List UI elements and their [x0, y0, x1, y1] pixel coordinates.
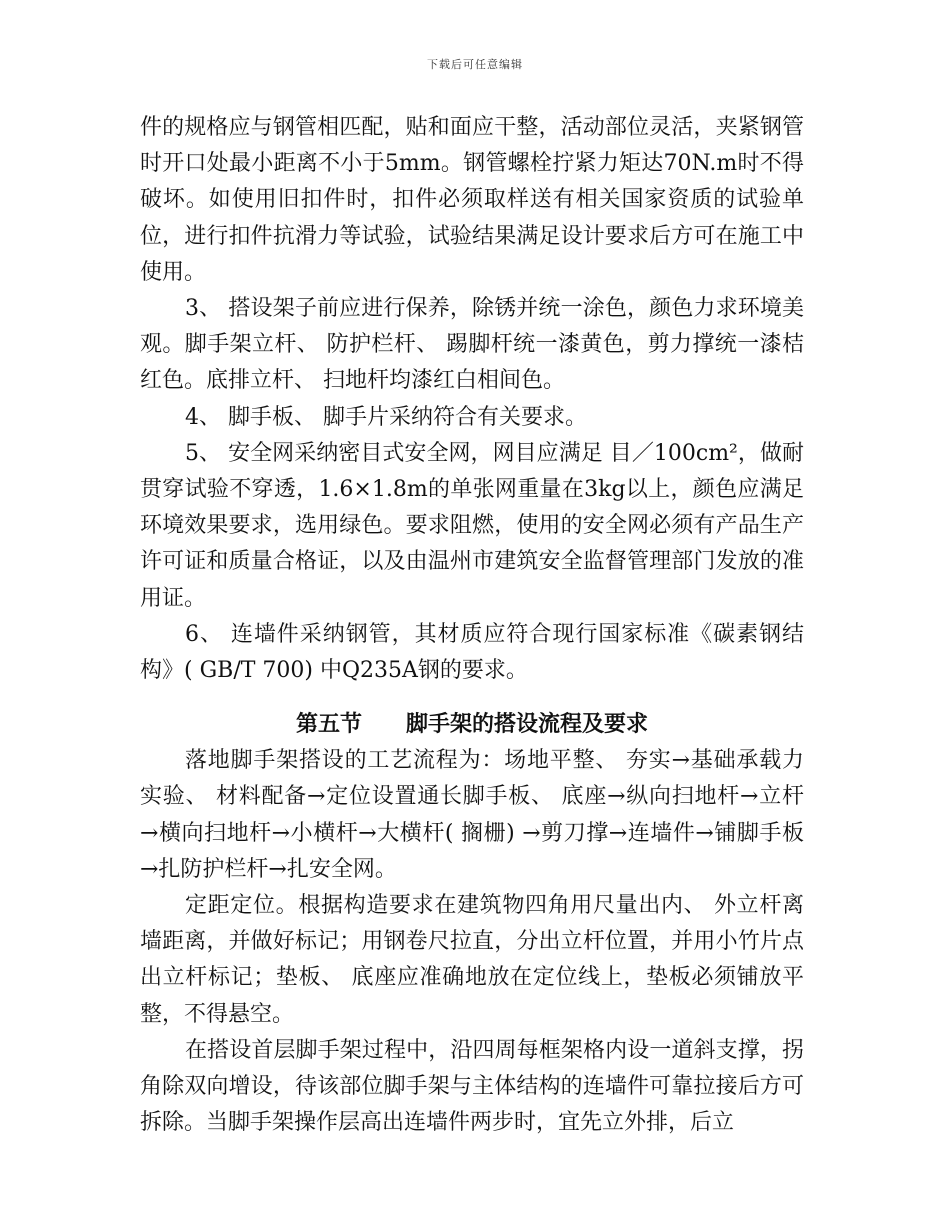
paragraph-fastener-continued: 件的规格应与钢管相匹配，贴和面应干整，活动部位灵活，夹紧钢管时开口处最小距离不小于5mm。钢管螺栓拧紧力矩达70N.m时不得破坏。如使用旧扣件时，扣件必须取样送有相关国家资质的试验单位，进行扣件抗滑力等试验，试验结果满足设计要求后方可在施工中使用。	[140, 115, 804, 285]
paragraph-item-4: 4、 脚手板、 脚手片采纳符合有关要求。	[185, 404, 587, 430]
paragraph-item-6: 6、 连墙件采纳钢管，其材质应符合现行国家标准《碳素钢结构》( GB/T 700) 中Q235A钢的要求。	[140, 621, 804, 684]
paragraph-positioning: 定距定位。根据构造要求在建筑物四角用尺量出内、 外立杆离墙距离，并做好标记；用钢卷尺拉直，分出立杆位置，并用小竹片点出立杆标记；垫板、 底座应准确地放在定位线上，垫板必须铺放平整，不得悬空。	[140, 893, 804, 1027]
paragraph-item-3: 3、 搭设架子前应进行保养，除锈并统一涂色，颜色力求环境美观。脚手架立杆、 防护栏杆、 踢脚杆统一漆黄色，剪力撑统一漆桔红色。底排立杆、 扫地杆均漆红白相间色。	[140, 296, 804, 394]
paragraph-process-flow: 落地脚手架搭设的工艺流程为：场地平整、 夯实→基础承载力实验、 材料配备→定位设置通长脚手板、 底座→纵向扫地杆→立杆 →横向扫地杆→小横杆→大横杆( 搁栅) →剪刀撑→连墙件→铺脚手板→扎防护栏杆→扎安全网。	[140, 748, 849, 882]
section-heading: 第五节 脚手架的搭设流程及要求	[295, 712, 648, 738]
document-body	[140, 110, 849, 1141]
paragraph-first-floor: 在搭设首层脚手架过程中，沿四周每框架格内设一道斜支撑，拐角除双向增设，待该部位脚手架与主体结构的连墙件可靠拉接后方可拆除。当脚手架操作层高出连墙件两步时，宜先立外排，后立	[140, 1037, 804, 1136]
paragraph-item-5: 5、 安全网采纳密目式安全网，网目应满足 目／100cm²，做耐贯穿试验不穿透，1.6×1.8m的单张网重量在3kg以上，颜色应满足环境效果要求，选用绿色。要求阻燃，使用的安全网必须有产品生产许可证和质量合格证，以及由温州市建筑安全监督管理部门发放的准用证。	[140, 440, 804, 611]
page-header: 下载后可任意编辑	[427, 58, 523, 71]
